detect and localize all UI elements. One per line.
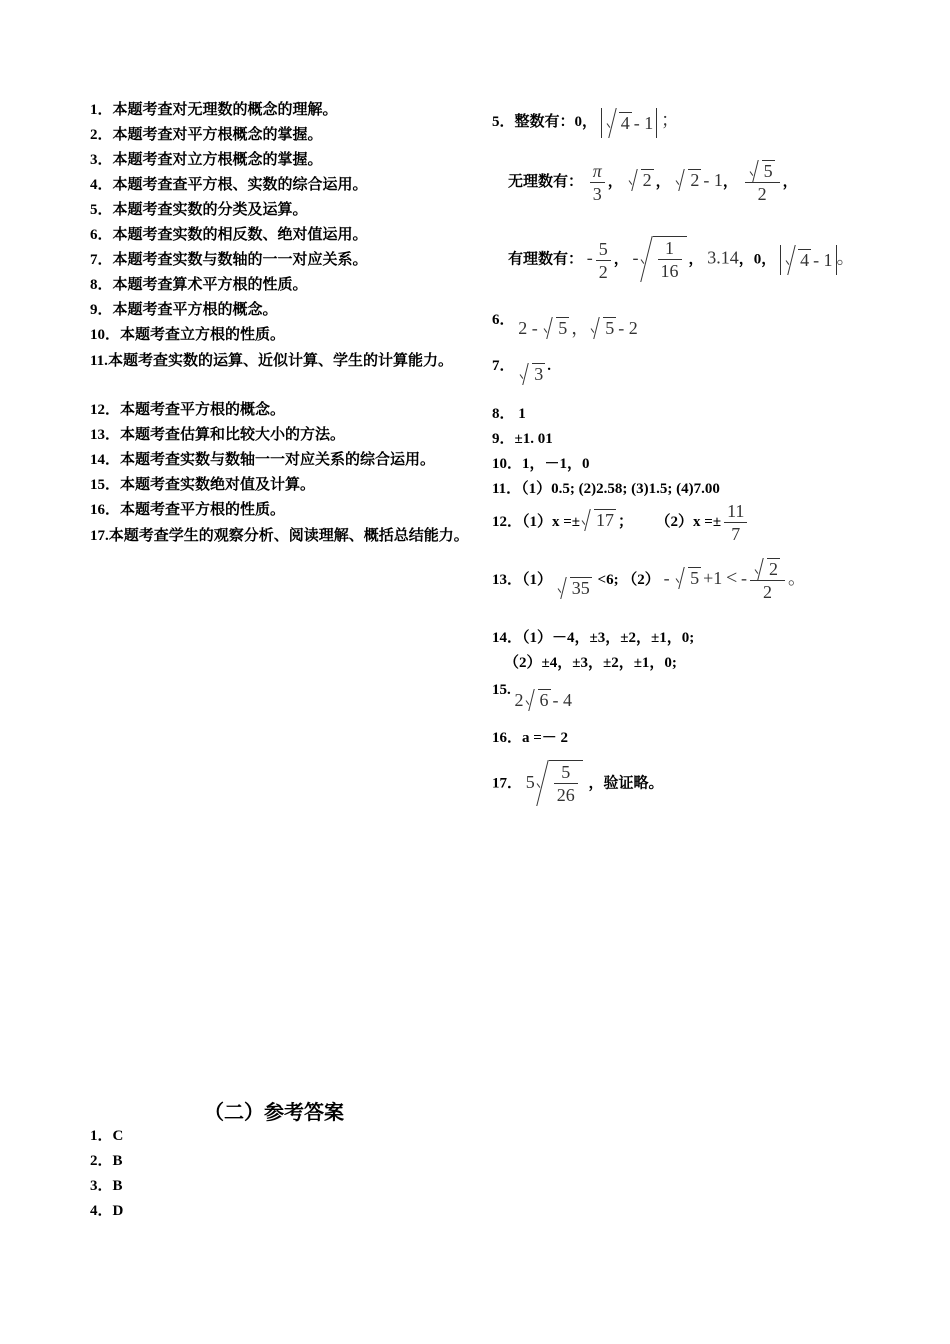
answer-7: 7． 3 .	[492, 358, 552, 384]
list-item: 15．本题考查实数绝对值及计算。	[90, 477, 316, 493]
list-item: 3．B	[90, 1178, 123, 1194]
answer-6: 6． 2 - 5 ， 5 - 2	[492, 312, 638, 338]
answer-5-integers: 5．整数有：0， 4 - 1 ；	[492, 106, 679, 138]
list-item: 17.本题考查学生的观察分析、阅读理解、概括总结能力。	[90, 528, 469, 544]
list-item: 4．D	[90, 1203, 124, 1219]
list-item: 9．本题考查平方根的概念。	[90, 302, 278, 318]
answer-16: 16．a =－ 2	[492, 730, 569, 746]
list-item: 11.本题考查实数的运算、近似计算、学生的计算能力。	[90, 353, 453, 369]
list-item: 4．本题考查查平方根、实数的综合运用。	[90, 177, 368, 193]
list-item: 1．C	[90, 1128, 124, 1144]
list-item: 5．本题考查实数的分类及运算。	[90, 202, 308, 218]
list-item: 7．本题考查实数与数轴的一一对应关系。	[90, 252, 368, 268]
answer-12: 12．（1）x =± 17 ； （2）x =± $\frac{11}{7}$	[492, 500, 750, 545]
answer-11: 11．（1）0.5; (2)2.58; (3)1.5; (4)7.00	[492, 481, 720, 497]
list-item: 2．B	[90, 1153, 123, 1169]
list-item: 8．本题考查算术平方根的性质。	[90, 277, 308, 293]
answer-5-irrationals: 无理数有： $\frac{\pi}{3}$ ， 2 ， 2 - 1， $\frac{5}{2}$ ，	[508, 161, 798, 204]
list-item: 14．本题考查实数与数轴一一对应关系的综合运用。	[90, 452, 436, 468]
answer-10: 10．1，－1，0	[492, 456, 590, 472]
list-item: 1．本题考查对无理数的概念的理解。	[90, 102, 338, 118]
answer-9: 9．±1. 01	[492, 431, 553, 447]
answer-15: 15. 2 6 - 4	[492, 682, 572, 710]
answer-8: 8． 1	[492, 406, 526, 422]
list-item: 6．本题考查实数的相反数、绝对值运用。	[90, 227, 368, 243]
list-item: 10．本题考查立方根的性质。	[90, 327, 286, 343]
list-item: 16．本题考查平方根的性质。	[90, 502, 286, 518]
answer-14-part1: 14．（1）－4，±3，±2，±1，0;	[492, 630, 695, 646]
list-item: 13．本题考查估算和比较大小的方法。	[90, 427, 346, 443]
list-item: 2．本题考查对平方根概念的掌握。	[90, 127, 323, 143]
answer-5-rationals: 有理数有： - $\frac{5}{2}$ ， - $\frac{1}{16}$ ， 3.14，0， 4 - 1 。	[508, 238, 855, 282]
list-item: 3．本题考查对立方根概念的掌握。	[90, 152, 323, 168]
list-item: 12．本题考查平方根的概念。	[90, 402, 286, 418]
section-heading: （二）参考答案	[204, 1102, 344, 1124]
answer-17: 17． 5 $\frac{5}{26}$ ，验证略。	[492, 762, 664, 805]
answer-13: 13．（1） 35 <6; （2） - 5 +1 < - $\frac{2}{2}$ 。	[492, 559, 806, 602]
answer-14-part2: （2）±4，±3，±2，±1，0;	[504, 655, 677, 671]
